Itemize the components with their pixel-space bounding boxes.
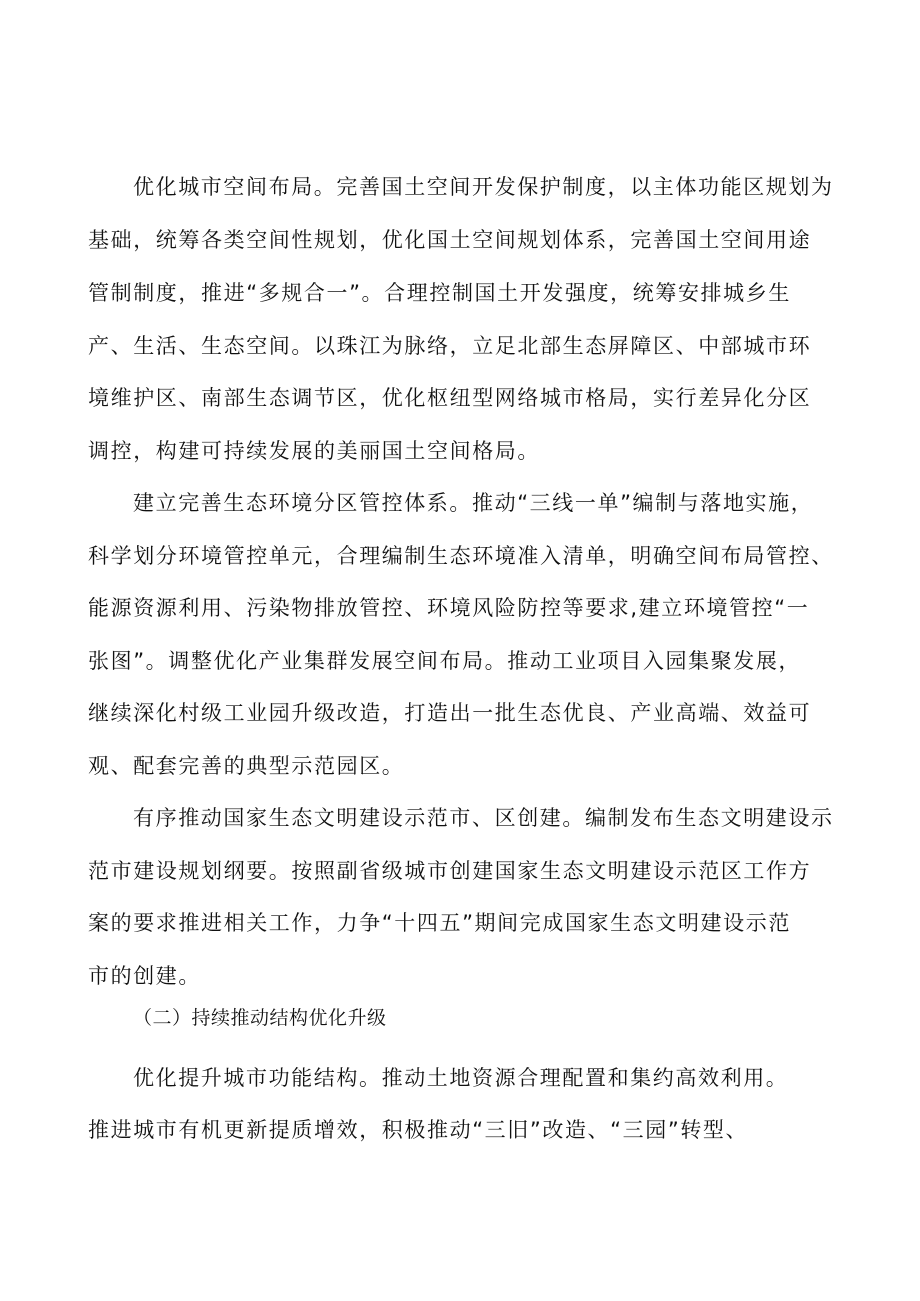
- para2-line6: 观、配套完善的典型示范园区。: [88, 754, 405, 778]
- para2-line4: 张图”。调整优化产业集群发展空间布局。推动工业项目入园集聚发展，: [88, 649, 802, 673]
- para1-line2: 基础，统筹各类空间性规划，优化国土空间规划体系，完善国土空间用途: [88, 228, 812, 252]
- para3-line3: 案的要求推进相关工作，力争“十四五”期间完成国家生态文明建设示范: [88, 911, 791, 935]
- para2-line1: 建立完善生态环境分区管控体系。推动“三线一单”编制与落地实施，: [133, 491, 814, 515]
- para2-line2: 科学划分环境管控单元，合理编制生态环境准入清单，明确空间布局管控、: [88, 544, 834, 568]
- para1-line5: 境维护区、南部生态调节区，优化枢纽型网络城市格局，实行差异化分区: [88, 386, 812, 410]
- section-heading: （二）持续推动结构优化升级: [133, 1007, 387, 1029]
- para1-line1: 优化城市空间布局。完善国土空间开发保护制度，以主体功能区规划为: [133, 175, 834, 199]
- para2-line3: 能源资源利用、污染物排放管控、环境风险防控等要求,建立环境管控“一: [88, 596, 810, 620]
- para3-line4: 市的创建。: [88, 964, 201, 988]
- para1-line3: 管制制度，推进“多规合一”。合理控制国土开发强度，统筹安排城乡生: [88, 281, 791, 305]
- para4-line1: 优化提升城市功能结构。推动土地资源合理配置和集约高效利用。: [133, 1066, 789, 1090]
- para3-line2: 范市建设规划纲要。按照副省级城市创建国家生态文明建设示范区工作方: [88, 859, 812, 883]
- para1-line6: 调控，构建可持续发展的美丽国土空间格局。: [88, 439, 540, 463]
- para3-line1: 有序推动国家生态文明建设示范市、区创建。编制发布生态文明建设示: [133, 806, 834, 830]
- para2-line5: 继续深化村级工业园升级改造，打造出一批生态优良、产业高端、效益可: [88, 701, 812, 725]
- para4-line2: 推进城市有机更新提质增效，积极推动“三旧”改造、“三园”转型、: [88, 1118, 749, 1142]
- para1-line4: 产、生活、生态空间。以珠江为脉络，立足北部生态屏障区、中部城市环: [88, 334, 812, 358]
